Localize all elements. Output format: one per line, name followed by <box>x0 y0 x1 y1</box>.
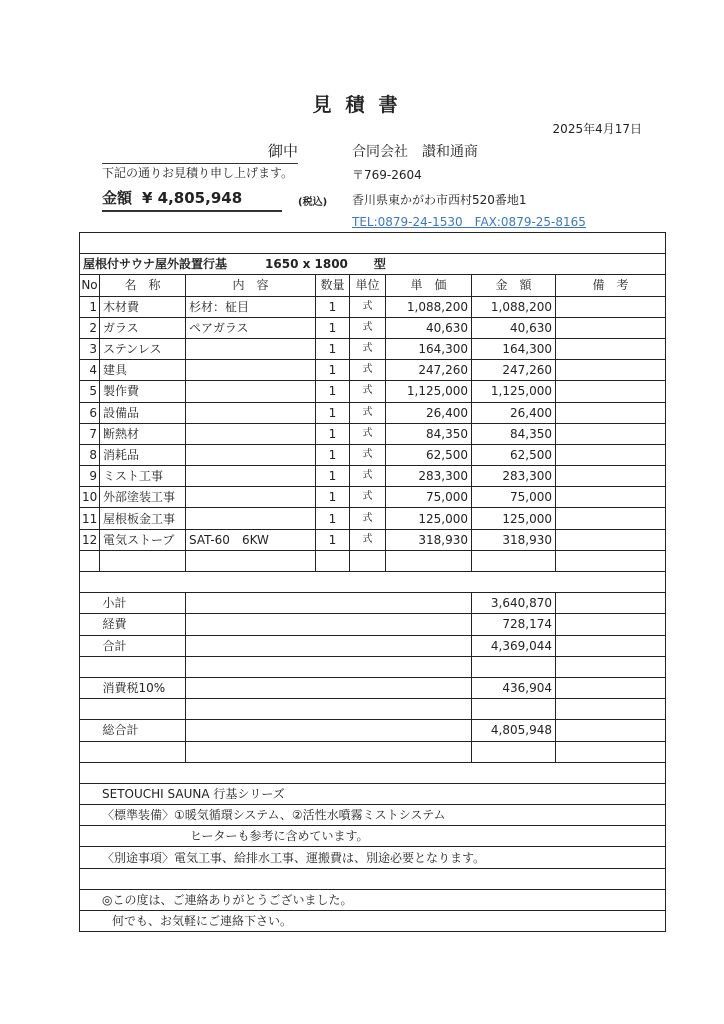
header-unit-price: 単 価 <box>386 275 472 296</box>
item-no: 6 <box>80 402 100 423</box>
item-unit-price: 318,930 <box>386 529 472 550</box>
table-row <box>80 338 666 359</box>
item-no: 11 <box>80 508 100 529</box>
item-unit-price: 125,000 <box>386 508 472 529</box>
amount-value: ¥ 4,805,948 <box>142 189 243 207</box>
issue-date: 2025年4月17日 <box>552 122 642 136</box>
item-unit: 式 <box>350 466 386 487</box>
notes-separate-row <box>80 847 666 868</box>
item-unit: 式 <box>350 381 386 402</box>
item-amount: 40,630 <box>472 317 556 338</box>
total-row <box>80 635 666 656</box>
header-name: 名 称 <box>100 275 186 296</box>
company-name: 合同会社 讃和通商 <box>352 144 478 160</box>
item-qty: 1 <box>316 466 350 487</box>
grand-total-value: 4,805,948 <box>472 720 556 741</box>
item-remarks <box>556 487 666 508</box>
item-no: 5 <box>80 381 100 402</box>
item-qty: 1 <box>316 296 350 317</box>
notes-series: SETOUCHI SAUNA 行基シリーズ <box>80 783 666 804</box>
tax-label: 消費税10% <box>100 677 186 698</box>
table-row <box>80 508 666 529</box>
item-name: ガラス <box>100 317 186 338</box>
total-value: 4,369,044 <box>472 635 556 656</box>
table-row <box>80 487 666 508</box>
subtotal-value: 3,640,870 <box>472 593 556 614</box>
expenses-row <box>80 614 666 635</box>
item-amount: 318,930 <box>472 529 556 550</box>
recipient-line: 御中 <box>102 140 298 164</box>
item-amount: 164,300 <box>472 338 556 359</box>
item-amount: 1,088,200 <box>472 296 556 317</box>
subtotal-label: 小計 <box>100 593 186 614</box>
table-row <box>80 402 666 423</box>
item-content <box>186 381 316 402</box>
item-amount: 1,125,000 <box>472 381 556 402</box>
item-unit: 式 <box>350 338 386 359</box>
item-no: 4 <box>80 360 100 381</box>
header-no: No <box>80 275 100 296</box>
item-unit: 式 <box>350 402 386 423</box>
intro-text: 下記の通りお見積り申し上げます。 <box>102 166 294 180</box>
items-empty-row <box>80 550 666 571</box>
item-content <box>186 423 316 444</box>
tax-value: 436,904 <box>472 677 556 698</box>
item-name: 木材費 <box>100 296 186 317</box>
item-name: 屋根板金工事 <box>100 508 186 529</box>
item-unit-price: 62,500 <box>386 444 472 465</box>
item-content <box>186 338 316 359</box>
table-row <box>80 444 666 465</box>
item-unit: 式 <box>350 487 386 508</box>
product-title-row <box>80 254 666 275</box>
company-postal: 〒769-2604 <box>352 168 422 182</box>
item-remarks <box>556 360 666 381</box>
item-name: 製作費 <box>100 381 186 402</box>
item-remarks <box>556 466 666 487</box>
item-amount: 26,400 <box>472 402 556 423</box>
item-amount: 62,500 <box>472 444 556 465</box>
item-remarks <box>556 296 666 317</box>
header-unit: 単位 <box>350 275 386 296</box>
notes-thanks-row <box>80 889 666 910</box>
product-size: 1650 x 1800 <box>265 257 348 272</box>
product-name: 屋根付サウナ屋外設置行基 <box>83 257 228 272</box>
item-remarks <box>556 444 666 465</box>
item-amount: 75,000 <box>472 487 556 508</box>
subtotal-row <box>80 593 666 614</box>
grand-total-row <box>80 720 666 741</box>
item-unit-price: 164,300 <box>386 338 472 359</box>
table-row <box>80 360 666 381</box>
document-title: 見積書 <box>312 94 412 116</box>
item-no: 3 <box>80 338 100 359</box>
company-address: 香川県東かがわ市西村520番地1 <box>352 193 527 207</box>
item-qty: 1 <box>316 338 350 359</box>
item-content <box>186 487 316 508</box>
item-unit: 式 <box>350 529 386 550</box>
table-row <box>80 381 666 402</box>
header-amount: 金 額 <box>472 275 556 296</box>
blank-row <box>80 233 666 254</box>
item-remarks <box>556 423 666 444</box>
item-qty: 1 <box>316 360 350 381</box>
item-unit: 式 <box>350 317 386 338</box>
notes-standard-cont-row <box>80 826 666 847</box>
header-row <box>80 275 666 296</box>
item-unit-price: 283,300 <box>386 466 472 487</box>
item-content <box>186 466 316 487</box>
item-unit: 式 <box>350 423 386 444</box>
item-unit-price: 1,088,200 <box>386 296 472 317</box>
header-content: 内 容 <box>186 275 316 296</box>
blank-total-row <box>80 656 666 677</box>
item-remarks <box>556 508 666 529</box>
item-amount: 84,350 <box>472 423 556 444</box>
estimate-table <box>79 232 666 932</box>
item-qty: 1 <box>316 529 350 550</box>
amount-label: 金額 <box>102 189 133 207</box>
item-unit: 式 <box>350 360 386 381</box>
table-row <box>80 423 666 444</box>
item-content: 杉材：柾目 <box>186 296 316 317</box>
item-unit: 式 <box>350 296 386 317</box>
item-content <box>186 444 316 465</box>
table-row <box>80 529 666 550</box>
spacer-row <box>80 572 666 593</box>
item-no: 9 <box>80 466 100 487</box>
tax-row <box>80 677 666 698</box>
item-qty: 1 <box>316 444 350 465</box>
item-remarks <box>556 317 666 338</box>
product-title <box>80 254 666 275</box>
item-no: 1 <box>80 296 100 317</box>
notes-contact-us: 何でも、お気軽にご連絡下さい。 <box>80 911 666 932</box>
item-unit-price: 84,350 <box>386 423 472 444</box>
item-no: 8 <box>80 444 100 465</box>
item-content <box>186 508 316 529</box>
expenses-label: 経費 <box>100 614 186 635</box>
item-name: ミスト工事 <box>100 466 186 487</box>
notes-separate: 〈別途事項〉電気工事、給排水工事、運搬費は、別途必要となります。 <box>80 847 666 868</box>
item-name: ステンレス <box>100 338 186 359</box>
item-qty: 1 <box>316 423 350 444</box>
item-qty: 1 <box>316 317 350 338</box>
item-qty: 1 <box>316 381 350 402</box>
item-no: 12 <box>80 529 100 550</box>
notes-standard-row <box>80 805 666 826</box>
item-remarks <box>556 381 666 402</box>
table-row <box>80 317 666 338</box>
table-row <box>80 296 666 317</box>
item-unit-price: 40,630 <box>386 317 472 338</box>
item-qty: 1 <box>316 487 350 508</box>
blank-tax-row <box>80 699 666 720</box>
item-qty: 1 <box>316 402 350 423</box>
expenses-value: 728,174 <box>472 614 556 635</box>
notes-standard-cont: ヒーターも参考に含めています。 <box>80 826 666 847</box>
notes-standard: 〈標準装備〉①暖気循環システム、②活性水噴霧ミストシステム <box>80 805 666 826</box>
table-row <box>80 466 666 487</box>
total-amount <box>102 187 282 212</box>
item-name: 外部塗装工事 <box>100 487 186 508</box>
notes-contact-row <box>80 911 666 932</box>
item-content <box>186 360 316 381</box>
item-name: 消耗品 <box>100 444 186 465</box>
product-type: 型 <box>373 257 386 272</box>
item-unit-price: 26,400 <box>386 402 472 423</box>
company-contact[interactable]: TEL:0879-24-1530 FAX:0879-25-8165 <box>352 215 586 229</box>
item-unit: 式 <box>350 444 386 465</box>
item-remarks <box>556 529 666 550</box>
header-remarks: 備 考 <box>556 275 666 296</box>
spacer-row <box>80 762 666 783</box>
item-amount: 247,260 <box>472 360 556 381</box>
item-name: 断熱材 <box>100 423 186 444</box>
item-name: 電気ストーブ <box>100 529 186 550</box>
item-remarks <box>556 402 666 423</box>
item-content: SAT-60 6KW <box>186 529 316 550</box>
header-qty: 数量 <box>316 275 350 296</box>
tax-included-label: (税込) <box>298 197 328 208</box>
item-amount: 283,300 <box>472 466 556 487</box>
item-no: 10 <box>80 487 100 508</box>
item-name: 設備品 <box>100 402 186 423</box>
item-unit-price: 75,000 <box>386 487 472 508</box>
item-unit-price: 1,125,000 <box>386 381 472 402</box>
item-no: 7 <box>80 423 100 444</box>
item-remarks <box>556 338 666 359</box>
total-label: 合計 <box>100 635 186 656</box>
item-content: ペアガラス <box>186 317 316 338</box>
item-no: 2 <box>80 317 100 338</box>
item-unit: 式 <box>350 508 386 529</box>
item-amount: 125,000 <box>472 508 556 529</box>
item-unit-price: 247,260 <box>386 360 472 381</box>
item-name: 建具 <box>100 360 186 381</box>
notes-thanks: ◎この度は、ご連絡ありがとうございました。 <box>80 889 666 910</box>
grand-total-label: 総合計 <box>100 720 186 741</box>
item-content <box>186 402 316 423</box>
blank-grand-row <box>80 741 666 762</box>
notes-series-row <box>80 783 666 804</box>
item-qty: 1 <box>316 508 350 529</box>
spacer-row <box>80 868 666 889</box>
